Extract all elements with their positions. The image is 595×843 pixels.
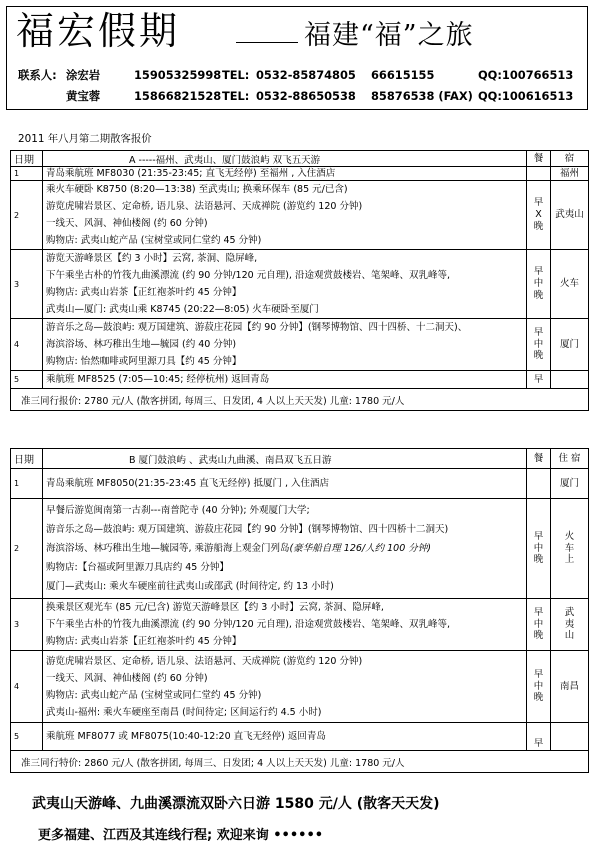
itinerary-line: 购物店: 武夷山蛇产品 (宝树堂或同仁堂约 45 分钟) [46, 689, 262, 701]
col-stay: 宿 [551, 151, 589, 167]
contact-mobile: 15905325998 [134, 68, 222, 82]
table-header-row [11, 449, 589, 469]
itinerary-cell [43, 599, 527, 651]
itinerary-line: 一线天、风洞、神仙楼阁 (约 60 分钟) [46, 672, 208, 684]
boat-note: (豪华船自理 126/人约 100 分钟) [289, 543, 431, 554]
meal-cell: 早 [527, 371, 551, 389]
itinerary-line: 游览天游峰景区【约 3 小时】云窝, 茶洞、隐屏峰, [46, 253, 258, 264]
itinerary-line [46, 539, 523, 558]
table-row [11, 469, 589, 499]
itinerary-line: 武夷山—厦门: 武夷山乘 K8745 (20:22—8:05) 火车硬卧至厦门 [46, 304, 319, 315]
itinerary-text: 海滨浴场、林巧稚出生地—毓园等, 乘游船海上观金门列岛 [46, 543, 290, 554]
meal-cell [527, 469, 551, 499]
contact-label: 联系人: [18, 68, 57, 82]
stay-cell: 武 夷 山 [551, 599, 589, 651]
tel-label: TEL: [222, 89, 250, 103]
tour-b-table [10, 448, 589, 773]
tour-a-table [10, 150, 589, 411]
tour-b-price: 准三同行特价: 2860 元/人 (散客拼团, 每周三、日发团; 4 人以上天天发) 儿童: 1780 元/人 [11, 751, 589, 773]
itinerary-cell [43, 371, 527, 389]
itinerary-line: 购物店: 武夷山岩茶【正红袍茶叶约 45 分钟】 [46, 636, 242, 647]
contact-tel2: 85876538 (FAX) [371, 89, 473, 103]
table-row [11, 371, 589, 389]
meal-cell: 早 中 晚 [527, 250, 551, 319]
title-separator [236, 42, 298, 43]
meal-cell: 早 中 晚 [527, 599, 551, 651]
meal-cell: 早 中 晚 [527, 651, 551, 723]
table-row [11, 499, 589, 599]
table-row [11, 167, 589, 181]
day-number: 1 [11, 469, 43, 499]
tour-a-route-title: A -----福州、武夷山、厦门鼓浪屿 双飞五天游 [43, 151, 527, 167]
price-row [11, 389, 589, 411]
section-title: 2011 年八月第二期散客报价 [18, 133, 152, 145]
meal-cell: 早 中 晚 [527, 319, 551, 371]
itinerary-cell [43, 167, 527, 181]
contact-name: 涂宏岩 [66, 68, 101, 82]
itinerary-line: 下午乘坐古朴的竹筏九曲溪漂流 (约 90 分钟/120 元自理), 沿途观赏鼓楼岩、笔架峰、双乳峰等, [46, 619, 450, 630]
itinerary-cell [43, 250, 527, 319]
tel-label: TEL: [222, 68, 250, 82]
table-row [11, 250, 589, 319]
tour-b-route-title: B 厦门鼓浪屿 、武夷山九曲溪、南昌双飞五日游 [43, 449, 527, 469]
promo-line: 武夷山天游峰、九曲溪漂流双卧六日游 1580 元/人 (散客天天发) [32, 796, 440, 812]
table-row [11, 599, 589, 651]
contact-name: 黄宝蓉 [66, 89, 101, 103]
itinerary-cell [43, 723, 527, 751]
itinerary-line: 游音乐之岛—鼓浪屿: 观万国建筑、游菽庄花园【约 90 分钟】(钢琴博物馆、四十四桥、十二洞天)、 [46, 322, 468, 333]
itinerary-line: 购物店: 武夷山岩茶【正红袍茶叶约 45 分钟】 [46, 287, 242, 298]
itinerary-line: 购物店:【台福或阿里源刀具店约 45 分钟】 [46, 562, 229, 573]
itinerary-cell [43, 319, 527, 371]
itinerary-line: 游音乐之岛—鼓浪屿: 观万国建筑、游菽庄花园【约 90 分钟】(钢琴博物馆、四十四桥十二洞天) [46, 524, 449, 535]
stay-cell: 南昌 [551, 651, 589, 723]
contact-qq: QQ:100766513 [478, 68, 574, 82]
table-row [11, 651, 589, 723]
table-row [11, 723, 589, 751]
meal-cell: 早 X 晚 [527, 181, 551, 250]
col-meal: 餐 [527, 151, 551, 167]
table-row [11, 181, 589, 250]
price-row [11, 751, 589, 773]
itinerary-line: 厦门—武夷山: 乘火车硬座前往武夷山或邵武 (时间待定, 约 13 小时) [46, 581, 334, 592]
itinerary-cell [43, 499, 527, 599]
col-stay: 住 宿 [551, 449, 589, 469]
itinerary-cell [43, 651, 527, 723]
contact-mobile: 15866821528 [134, 89, 222, 103]
itinerary-line: 购物店: 怡然咖啡或阿里源刀具【约 45 分钟】 [46, 356, 242, 367]
stay-cell: 福州 [551, 167, 589, 181]
table-header-row [11, 151, 589, 167]
itinerary-line: 游览虎啸岩景区、定命桥, 语儿泉、法语悬河、天成禅院 (游览约 120 分钟) [46, 201, 363, 212]
day-number: 4 [11, 651, 43, 723]
itinerary-line: 乘火车硬卧 K8750 (8:20—13:38) 至武夷山; 换乘环保车 (85 元/已含) [46, 184, 348, 195]
col-meal: 餐 [527, 449, 551, 469]
itinerary-line: 海滨浴场、林巧稚出生地—毓园 (约 40 分钟) [46, 339, 237, 350]
subtitle: 福建“福”之旅 [304, 20, 474, 51]
contact-tel: 0532-88650538 [256, 89, 356, 103]
itinerary-line: 武夷山-福州: 乘火车硬座至南昌 (时间待定; 区间运行约 4.5 小时) [46, 706, 322, 718]
col-day: 日期 [11, 151, 43, 167]
day-number: 3 [11, 250, 43, 319]
itinerary-line: 乘航班 MF8525 (7:05—10:45; 经停杭州) 返回青岛 [46, 374, 270, 385]
stay-cell: 厦门 [551, 319, 589, 371]
itinerary-cell [43, 181, 527, 250]
col-day: 日期 [11, 449, 43, 469]
stay-cell [551, 723, 589, 751]
itinerary-cell [43, 469, 527, 499]
day-number: 4 [11, 319, 43, 371]
day-number: 5 [11, 371, 43, 389]
itinerary-line: 购物店: 武夷山蛇产品 (宝树堂或同仁堂约 45 分钟) [46, 235, 262, 246]
table-row [11, 319, 589, 371]
meal-cell: 早 [527, 723, 551, 751]
day-number: 3 [11, 599, 43, 651]
stay-cell: 厦门 [551, 469, 589, 499]
stay-cell: 火 车 上 [551, 499, 589, 599]
stay-cell: 武夷山 [551, 181, 589, 250]
itinerary-line: 下午乘坐古朴的竹筏九曲溪漂流 (约 90 分钟/120 元自理), 沿途观赏鼓楼岩、笔架峰、双乳峰等, [46, 270, 450, 281]
contact-tel2: 66615155 [371, 68, 435, 82]
inquiry-line: 更多福建、江西及其连线行程; 欢迎来询 •••••• [38, 828, 324, 843]
itinerary-line: 游览虎啸岩景区、定命桥, 语儿泉、法语悬河、天成禅院 (游览约 120 分钟) [46, 655, 363, 667]
itinerary-line: 换乘景区观光车 (85 元/已含) 游览天游峰景区【约 3 小时】云窝, 茶洞、隐屏峰, [46, 602, 384, 613]
day-number: 5 [11, 723, 43, 751]
brand-title: 福宏假期 [16, 9, 181, 53]
itinerary-line: 青岛乘航班 MF8050(21:35-23:45 直飞无经停) 抵厦门 , 入住酒店 [46, 478, 330, 489]
itinerary-line: 一线天、风洞、神仙楼阁 (约 60 分钟) [46, 218, 208, 229]
itinerary-line: 青岛乘航班 MF8030 (21:35-23:45; 直飞无经停) 至福州 , 入住酒店 [46, 168, 336, 179]
stay-cell: 火车 [551, 250, 589, 319]
meal-cell [527, 167, 551, 181]
itinerary-line: 早餐后游览闽南第一古刹---南普陀寺 (40 分钟); 外观厦门大学; [46, 505, 310, 516]
tour-a-price: 准三同行报价: 2780 元/人 (散客拼团, 每周三、日发团, 4 人以上天天发) 儿童: 1780 元/人 [11, 389, 589, 411]
stay-cell [551, 371, 589, 389]
contact-qq: QQ:100616513 [478, 89, 574, 103]
itinerary-line: 乘航班 MF8077 或 MF8075(10:40-12:20 直飞无经停) 返回青岛 [46, 731, 326, 742]
day-number: 2 [11, 499, 43, 599]
contact-tel: 0532-85874805 [256, 68, 356, 82]
day-number: 2 [11, 181, 43, 250]
meal-cell: 早 中 晚 [527, 499, 551, 599]
day-number: 1 [11, 167, 43, 181]
